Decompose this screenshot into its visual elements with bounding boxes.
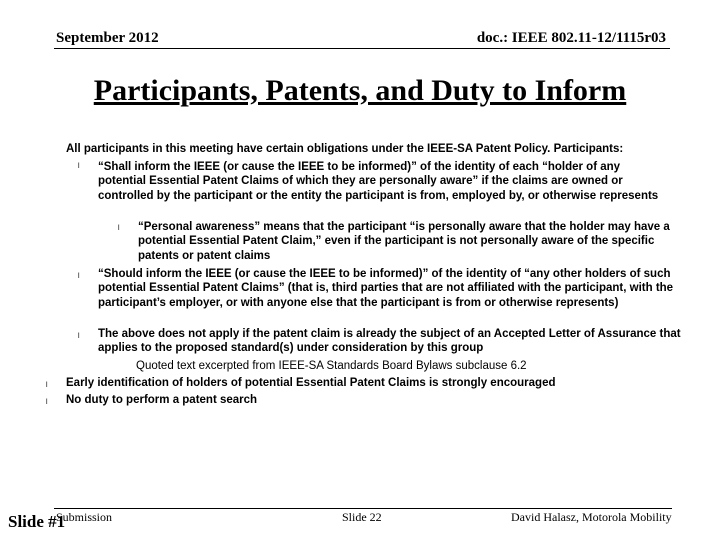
footer-page: Slide 22 (342, 510, 382, 524)
list-item-early-identification: Early identification of holders of potential Essential Patent Claims is strongly encouraged (66, 377, 556, 389)
list-item-no-duty: No duty to perform a patent search (66, 394, 258, 406)
header-date: September 2012 (56, 30, 159, 46)
footer-author: David Halasz, Motorola Mobility (511, 510, 672, 524)
bullet-icon: l (78, 333, 80, 340)
bullet-icon: l (78, 163, 80, 170)
footer-submission: Submission (56, 510, 113, 524)
header-rule (54, 48, 670, 49)
header-doc-id: doc.: IEEE 802.11-12/1115r03 (476, 30, 666, 46)
list-item-personal-awareness: “Personal awareness” means that the participant “is personally aware that the holder may have a potential Essential Patent Claim,” even if the participant is not personally aware of the specific patents or patent claims (138, 221, 670, 262)
list-item-does-not-apply: The above does not apply if the patent claim is already the subject of an Accepted Letter of Assurance that applies to the proposed standard(s) under consideration by this group (98, 328, 681, 355)
bullet-icon: l (78, 273, 80, 280)
list-item-should-inform: “Should inform the IEEE (or cause the IEEE to be informed)” of the identity of “any other holders of such potential Essential Patent Claims” (that is, third parties that are not affiliated with the participant, with the participant’s employer, or with anyone else that the participant is from or otherwise represents) (98, 268, 674, 309)
bullet-icon: l (46, 399, 48, 406)
slide-title: Participants, Patents, and Duty to Inform (93, 74, 627, 107)
bullet-icon: l (118, 225, 120, 232)
list-item-shall-inform: “Shall inform the IEEE (or cause the IEEE to be informed)” of the identity of each “holder of any potential Essential Patent Claims of which they are personally aware” if the claims are owned or controlled by the participant or the entity the participant is from, employed by, or otherwise represents (98, 161, 659, 202)
slide-number: Slide #1 (8, 512, 66, 531)
quote-note: Quoted text excerpted from IEEE-SA Standards Board Bylaws subclause 6.2 (136, 360, 527, 372)
intro-text: All participants in this meeting have certain obligations under the IEEE-SA Patent Policy. Participants: (66, 143, 624, 155)
bullet-icon: l (46, 382, 48, 389)
footer-rule (54, 508, 672, 509)
